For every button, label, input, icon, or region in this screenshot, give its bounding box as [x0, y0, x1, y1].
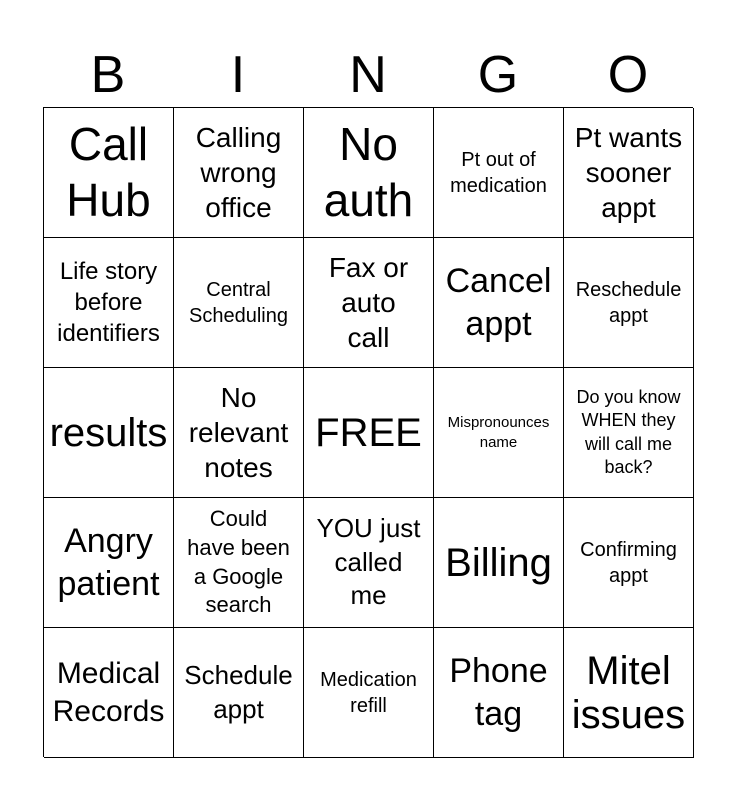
bingo-cell[interactable]: No auth — [304, 108, 434, 238]
header-letter-g: G — [477, 46, 519, 104]
bingo-cell[interactable]: Calling wrong office — [174, 108, 304, 238]
free-space-cell[interactable]: FREE — [304, 368, 434, 498]
bingo-cell[interactable]: Reschedule appt — [564, 238, 694, 368]
bingo-cell[interactable]: Phone tag — [434, 628, 564, 758]
header-letter-o: O — [607, 46, 649, 104]
bingo-cell[interactable]: Angry patient — [44, 498, 174, 628]
bingo-cell[interactable]: Confirming appt — [564, 498, 694, 628]
bingo-cell[interactable]: Call Hub — [44, 108, 174, 238]
bingo-cell[interactable]: Fax or auto call — [304, 238, 434, 368]
bingo-cell[interactable]: Do you know WHEN they will call me back? — [564, 368, 694, 498]
bingo-cell[interactable]: No relevant notes — [174, 368, 304, 498]
bingo-cell[interactable]: Pt wants sooner appt — [564, 108, 694, 238]
header-letter-b: B — [90, 46, 126, 104]
bingo-cell[interactable]: Medication refill — [304, 628, 434, 758]
bingo-cell[interactable]: Billing — [434, 498, 564, 628]
bingo-header — [43, 44, 693, 106]
bingo-cell[interactable]: Cancel appt — [434, 238, 564, 368]
header-letter-i: I — [230, 46, 246, 104]
bingo-grid — [43, 107, 693, 757]
bingo-cell[interactable]: Schedule appt — [174, 628, 304, 758]
bingo-cell[interactable]: Pt out of medication — [434, 108, 564, 238]
bingo-cell[interactable]: YOU just called me — [304, 498, 434, 628]
bingo-cell[interactable]: results — [44, 368, 174, 498]
bingo-cell[interactable]: Central Scheduling — [174, 238, 304, 368]
header-letter-n: N — [349, 46, 387, 104]
bingo-cell[interactable]: Life story before identifiers — [44, 238, 174, 368]
bingo-cell[interactable]: Medical Records — [44, 628, 174, 758]
bingo-cell[interactable]: Mispronounces name — [434, 368, 564, 498]
bingo-cell[interactable]: Mitel issues — [564, 628, 694, 758]
bingo-cell[interactable]: Could have been a Google search — [174, 498, 304, 628]
